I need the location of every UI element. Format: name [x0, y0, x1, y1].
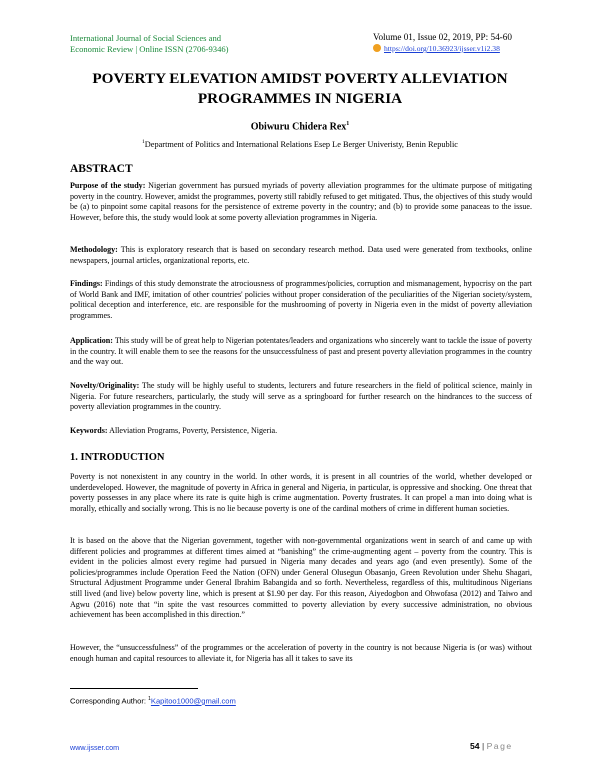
application-label: Application: [70, 336, 113, 345]
page-number-value: 54 [470, 741, 480, 751]
purpose-label: Purpose of the study: [70, 181, 146, 190]
keywords-label: Keywords: [70, 426, 108, 435]
abstract-purpose [70, 181, 532, 223]
novelty-label: Novelty/Originality: [70, 381, 140, 390]
footnote-label: Corresponding Author: [70, 696, 149, 706]
novelty-text: The study will be highly useful to students, lecturers and future researchers in the field of political science, mainly in Nigeria. For future researchers, particularly, the study will serve as a springboard for further research on the hindrances to the success of poverty alleviation programmes in the country. [70, 381, 532, 412]
issue-info: Volume 01, Issue 02, 2019, PP: 54-60 [373, 32, 512, 42]
abstract-findings [70, 279, 532, 321]
application-text: This study will be of great help to Nigerian potentates/leaders and organizations who sincerely want to tackle the issue of poverty in the country. It will enable them to see the reasons for the unsuccessfulness of past and present poverty alleviation programmes in the country and the way out. [70, 336, 532, 367]
doi-link[interactable] [373, 43, 573, 54]
doi-icon [373, 44, 381, 52]
intro-paragraph-2: It is based on the above that the Nigerian government, together with non-governmental organizations went in search of and came up with different policies and programmes at different times aimed at “banishing” the crime-augmenting agent – poverty from the country. This is evident in the policies almost every regime had pursued in Nigeria many decades and years ago (and even presently). Some of the policies/programmes include Operation Feed the Nation (OFN) under General Olusegun Obasanjo, Green Revolution under Shehu Shagari, Structural Adjustment Programme under General Ibrahim Babangida and so forth. Nevertheless, regardless of this, multitudinous Nigerians still lived (and live) below poverty line, which is present at $1.90 per day. For this reason, Aiyedogbon and Ohwofasa (2012) and Taiwo and Agwu (2016) note that “in spite the vast resources committed to poverty alleviation by every successive administration, no obvious achievement has been accomplished in this direction.” [70, 536, 532, 620]
journal-name-line2: Economic Review | Online ISSN (2706-9346) [70, 44, 229, 54]
abstract-methodology [70, 245, 532, 266]
findings-text: Findings of this study demonstrate the atrociousness of programmes/policies, corruption and mismanagement, hypocrisy on the part of World Bank and IMF, imitation of other countries' policies without proper consideration of the peculiarities of the Nigerian society/system, political deception and interference, etc. are responsible for the mushrooming of poverty in Nigeria even in the midst of poverty alleviation programmes. [70, 279, 532, 320]
page-number [470, 741, 513, 751]
author-sup: 1 [346, 121, 350, 127]
abstract-novelty [70, 381, 532, 413]
paper-title: POVERTY ELEVATION AMIDST POVERTY ALLEVIATION PROGRAMMES IN NIGERIA [92, 70, 508, 107]
footer-website-link[interactable]: www.ijsser.com [70, 743, 120, 752]
methodology-label: Methodology: [70, 245, 118, 254]
journal-name-line1: International Journal of Social Sciences and [70, 33, 222, 43]
intro-paragraph-1: Poverty is not nonexistent in any country in the world. In other words, it is present in all countries of the world, whether developed or underdeveloped. However, the magnitude of poverty in Africa in general and Nigeria, in particular, is oppressive and shocking. One threat that poverty possesses in any place where its rate is quite high is crime augmentation. Poverty frustrates. It can propel a man into doing what is morally, ethically and socially wrong. This is no lie because poverty is one of the cardinal mothers of crime in different human societies. [70, 472, 532, 513]
doi-text[interactable]: https://doi.org/10.36923/ijsser.v1i2.38 [384, 44, 500, 53]
footnote-sup: 1 [148, 696, 151, 702]
abstract-keywords [70, 426, 532, 437]
page-separator: | [479, 741, 487, 751]
abstract-heading: ABSTRACT [70, 163, 133, 175]
affiliation-text: Department of Politics and International Relations Esep Le Berger Univeristy, Benin Republic [144, 139, 458, 149]
methodology-text: This is exploratory research that is based on secondary research method. Data used were generated from textbooks, online newspapers, journal articles, organizational reports, etc. [70, 245, 532, 265]
affiliation-sup: 1 [142, 139, 145, 145]
page-label: Page [486, 741, 513, 751]
author-name-text: Obiwuru Chidera Rex [250, 121, 347, 133]
abstract-application [70, 336, 532, 368]
intro-paragraph-3: However, the “unsuccessfulness” of the programmes or the acceleration of poverty in the country is not because Nigeria is (or was) without enough human and capital resources to alleviate it, for Nigeria has all it takes to save its [70, 643, 532, 663]
author-name [0, 121, 600, 132]
findings-label: Findings: [70, 279, 103, 288]
footnote-divider [70, 688, 198, 689]
footnote [70, 696, 236, 706]
author-email-link[interactable]: Kapitoo1000@gmail.com [150, 696, 236, 706]
affiliation [0, 139, 600, 149]
purpose-text: Nigerian government has pursued myriads of poverty alleviation programmes for the ultimate purpose of mitigating poverty in the country. However, amidst the programmes, poverty still rabidly refused to get mitigated. Thus, the objectives of this study would be (a) to pinpoint some capital reasons for the persistence of extreme poverty in the country; and (b) to provide some panaceas to the issue. However, before this, the study would look at some poverty alleviation programmes in Nigeria. [70, 181, 532, 222]
keywords-text: Alleviation Programs, Poverty, Persistence, Nigeria. [107, 426, 278, 435]
introduction-heading: 1. INTRODUCTION [70, 452, 165, 463]
journal-name [70, 33, 330, 55]
